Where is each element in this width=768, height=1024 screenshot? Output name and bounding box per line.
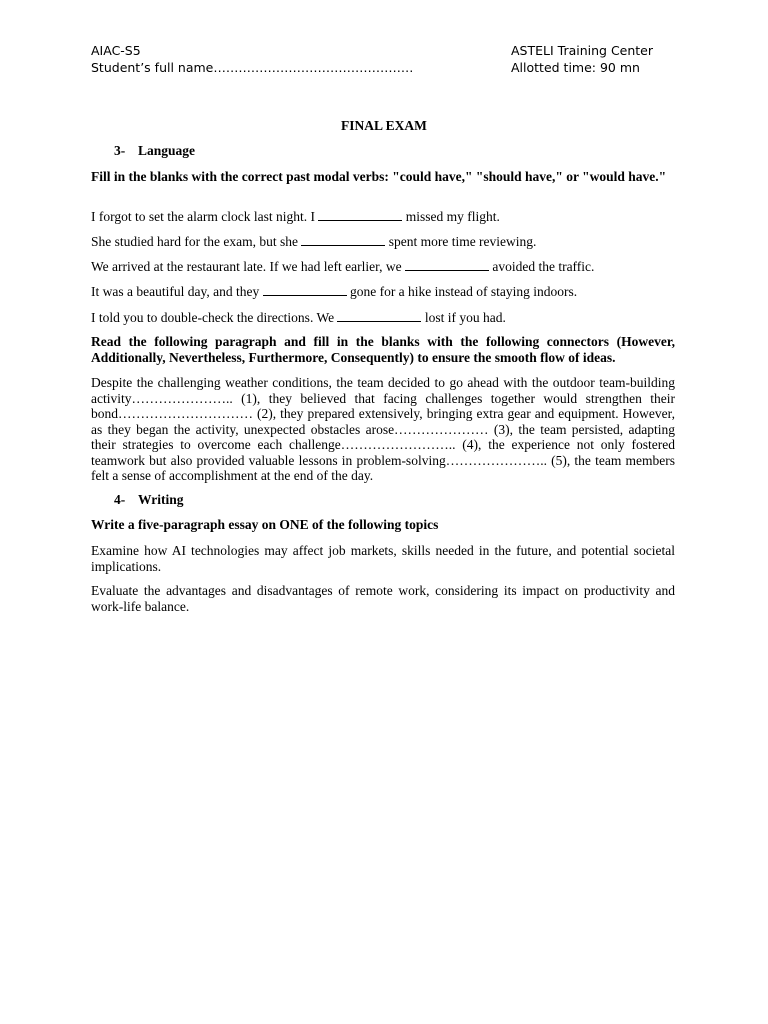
- course-code: AIAC-S5: [91, 43, 141, 58]
- sentence-2-start: She studied hard for the exam, but she: [91, 234, 302, 249]
- section-3-heading: [114, 143, 195, 159]
- blank-3: [405, 259, 489, 271]
- sentence-4-end: gone for a hike instead of staying indoors.: [346, 284, 578, 299]
- sentence-3-end: avoided the traffic.: [488, 259, 595, 274]
- section-4-title: Writing: [138, 492, 184, 507]
- page-title: FINAL EXAM: [341, 118, 427, 133]
- header-right: [511, 42, 653, 76]
- sentence-4-start: It was a beautiful day, and they: [91, 284, 263, 299]
- sentence-1-start: I forgot to set the alarm clock last night. I: [91, 209, 319, 224]
- header-left: [91, 42, 413, 76]
- sentence-2: [91, 234, 675, 250]
- sentence-5-end: lost if you had.: [421, 310, 506, 325]
- section-3-title: Language: [138, 143, 196, 158]
- sentence-1-end: missed my flight.: [402, 209, 500, 224]
- sentence-2-end: spent more time reviewing.: [385, 234, 537, 249]
- essay-topic-2: Evaluate the advantages and disadvantages of remote work, considering its impact on productivity and work-life balance.: [91, 583, 675, 614]
- instruction-connectors: Read the following paragraph and fill in the blanks with the following connectors (However, Additionally, Nevertheless, Furthermore, Consequently) to ensure the smooth flow of ideas.: [91, 334, 675, 365]
- blank-1: [318, 209, 402, 221]
- blank-4: [263, 284, 347, 296]
- allotted-time: Allotted time: 90 mn: [511, 60, 640, 75]
- instruction-essay: Write a five-paragraph essay on ONE of the following topics: [91, 517, 439, 532]
- instruction-past-modals: Fill in the blanks with the correct past modal verbs: "could have," "should have," or "would have.": [91, 169, 667, 184]
- sentence-5-start: I told you to double-check the directions. We: [91, 310, 338, 325]
- essay-topic-1: Examine how AI technologies may affect job markets, skills needed in the future, and potential societal implications.: [91, 543, 675, 574]
- blank-5: [337, 310, 421, 322]
- sentence-3-start: We arrived at the restaurant late. If we had left earlier, we: [91, 259, 405, 274]
- section-4-number: 4-: [114, 492, 126, 507]
- sentence-5: [91, 310, 675, 326]
- sentence-4: [91, 284, 675, 300]
- section-4-heading: [114, 492, 184, 508]
- sentence-1: [91, 209, 675, 225]
- section-3-number: 3-: [114, 143, 126, 158]
- sentence-3: [91, 259, 675, 275]
- connectors-paragraph: Despite the challenging weather conditions, the team decided to go ahead with the outdoor team-building activity………………….. (1), they believed that facing challenges together would strengthen their bond………………………… (2), they prepared extensively, bringing extra gear and equipment. However, as they began the activity, unexpected obstacles arose………………… (3), the team persisted, adapting their strategies to overcome each challenge…………………….. (4), the experience not only fostered teamwork but also provided valuable lessons in problem-solving………………….. (5), the team members felt a sense of accomplishment at the end of the day.: [91, 375, 675, 483]
- blank-2: [301, 234, 385, 246]
- student-name-field: Student’s full name…………………………………………: [91, 60, 414, 75]
- training-center-name: ASTELI Training Center: [511, 43, 654, 58]
